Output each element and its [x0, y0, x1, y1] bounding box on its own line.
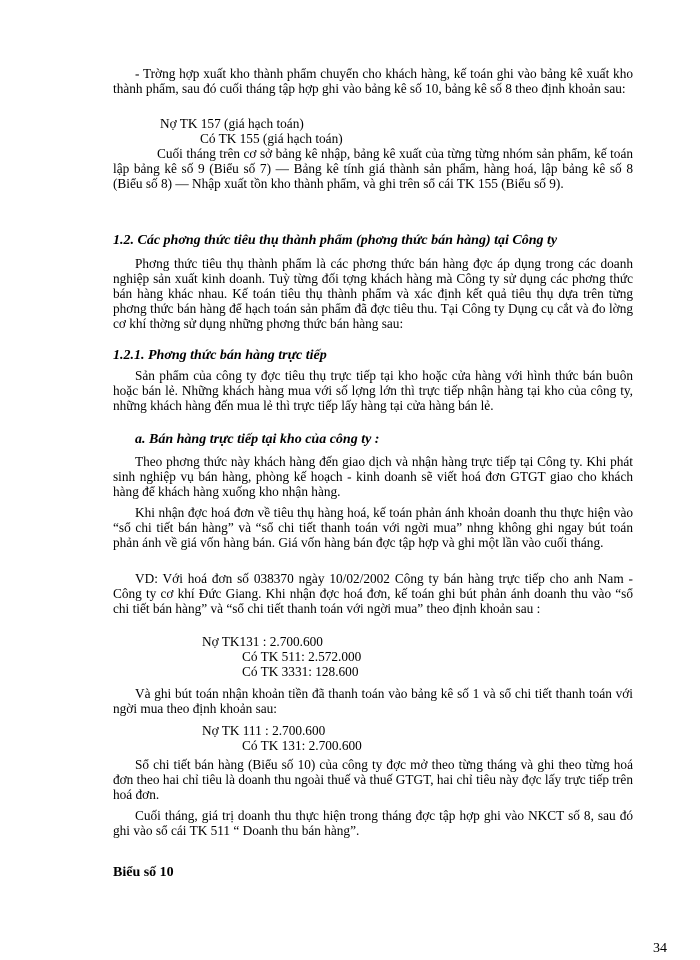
credit-line: Có TK 511: 2.572.000: [242, 649, 362, 664]
paragraph-sales-methods: [113, 256, 633, 331]
table-caption: [113, 865, 633, 880]
subsection-heading-a: [113, 432, 633, 447]
page-number: 34: [653, 941, 667, 956]
paragraph-payment-record: [113, 686, 633, 716]
paragraph-example: [113, 571, 633, 616]
journal-entry-3: [202, 723, 700, 753]
paragraph-text: Phơng thức tiêu thụ thành phẩm là các phơng thức bán hàng đợc áp dụng trong các doanh nghiệp sản xuất kinh doanh. Tuỳ từng đối tợng khách hàng mà Công ty sử dụng các phơng thức bán hàng khác nhau. Kế toán tiêu thụ thành phẩm và xác định kết quả tiêu thụ dựa trên từng phơng thức bán hàng để hạch toán sản phẩm đã đợc tiêu thu. Tại Công ty Dụng cụ cắt và đo lờng cơ khí thờng sử dụng những phơng thức bán hàng sau:: [113, 256, 633, 331]
paragraph-direct-sales: [113, 368, 633, 413]
section-heading-1-2: [113, 233, 633, 248]
paragraph-month-revenue: [113, 808, 633, 838]
credit-line: Có TK 155 (giá hạch toán): [200, 131, 343, 146]
paragraph-text: Và ghi bút toán nhận khoản tiền đã thanh toán vào bảng kê số 1 và sổ chi tiết thanh toán với ngời mua theo định khoản sau:: [113, 686, 633, 716]
paragraph-text: Cuối tháng trên cơ sở bảng kê nhập, bảng kê xuất của từng từng nhóm sản phẩm, kế toán lập bảng kê số 9 (Biểu số 7) — Bảng kê tính giá thành sản phẩm, hàng hoá, lập bảng kê số 8 (Biểu số 8) — Nhập xuất tồn kho thành phẩm, và ghi trên sổ cái TK 155 (Biểu số 9).: [113, 146, 633, 191]
debit-line: Nợ TK131 : 2.700.600: [202, 634, 323, 649]
paragraph-text: Sổ chi tiết bán hàng (Biểu số 10) của công ty đợc mở theo từng tháng và ghi theo từng hoá đơn theo hai chỉ tiêu là doanh thu ngoài thuế và thuế GTGT, hai chỉ tiêu này đợc lấy trực tiếp trên hoá đơn.: [113, 757, 633, 802]
section-heading-1-2-1: [113, 348, 633, 363]
paragraph-month-end: [113, 146, 633, 191]
paragraph-text: VD: Với hoá đơn số 038370 ngày 10/02/2002 Công ty bán hàng trực tiếp cho anh Nam - Công ty cơ khí Đức Giang. Khi nhận đợc hoá đơn, kế toán ghi bút phản ánh doanh thu vào “sổ chi tiết bán hàng” và “sổ chi tiết thanh toán với ngời mua” theo định khoản sau :: [113, 571, 633, 616]
journal-entry-2: [202, 634, 700, 679]
credit-line: Có TK 131: 2.700.600: [242, 738, 362, 753]
paragraph-method-desc: [113, 454, 633, 499]
paragraph-sales-ledger: [113, 757, 633, 802]
heading-text: 1.2.1. Phơng thức bán hàng trực tiếp: [113, 348, 327, 363]
paragraph-text: Theo phơng thức này khách hàng đến giao dịch và nhận hàng trực tiếp tại Công ty. Khi phát sinh nghiệp vụ bán hàng, phòng kế hoạch - kinh doanh sẽ viết hoá đơn GTGT giao cho khách hàng để khách hàng xuống kho nhận hàng.: [113, 454, 633, 499]
paragraph-text: Cuối tháng, giá trị doanh thu thực hiện trong tháng đợc tập hợp ghi vào NKCT số 8, sau đó ghi vào sổ cái TK 511 “ Doanh thu bán hàng”.: [113, 808, 633, 838]
debit-line: Nợ TK 111 : 2.700.600: [202, 723, 326, 738]
heading-text: a. Bán hàng trực tiếp tại kho của công ty :: [135, 432, 380, 447]
paragraph-text: Khi nhận đợc hoá đơn về tiêu thụ hàng hoá, kế toán phản ánh khoản doanh thu thực hiện vào “sổ chi tiết bán hàng” và “sổ chi tiết thanh toán với ngời mua” nhng không ghi ngay bút toán phản ánh về giá vốn hàng bán. Giá vốn hàng bán đợc tập hợp và ghi một lần vào cuối tháng.: [113, 505, 633, 550]
debit-line: Nợ TK 157 (giá hạch toán): [160, 116, 304, 131]
paragraph-text: - Trờng hợp xuất kho thành phẩm chuyển cho khách hàng, kế toán ghi vào bảng kê xuất kho thành phẩm, sau đó cuối tháng tập hợp ghi vào bảng kê số 10, bảng kê số 8 theo định khoản sau:: [113, 66, 633, 96]
credit-line: Có TK 3331: 128.600: [242, 664, 359, 679]
caption-text: Biểu số 10: [113, 865, 174, 880]
paragraph-invoice-received: [113, 505, 633, 550]
paragraph-text: Sản phẩm của công ty đợc tiêu thụ trực tiếp tại kho hoặc cửa hàng với hình thức bán buôn hoặc bán lẻ. Những khách hàng mua với số lợng lớn thì trực tiếp nhận hàng tại kho của công ty, những khách hàng đến mua lẻ thì trực tiếp lấy hàng tại cửa hàng bán lẻ.: [113, 368, 633, 413]
paragraph-export-to-customer: [113, 66, 633, 96]
journal-entry-1: [160, 116, 680, 146]
heading-text: 1.2. Các phơng thức tiêu thụ thành phẩm (phơng thức bán hàng) tại Công ty: [113, 233, 558, 248]
